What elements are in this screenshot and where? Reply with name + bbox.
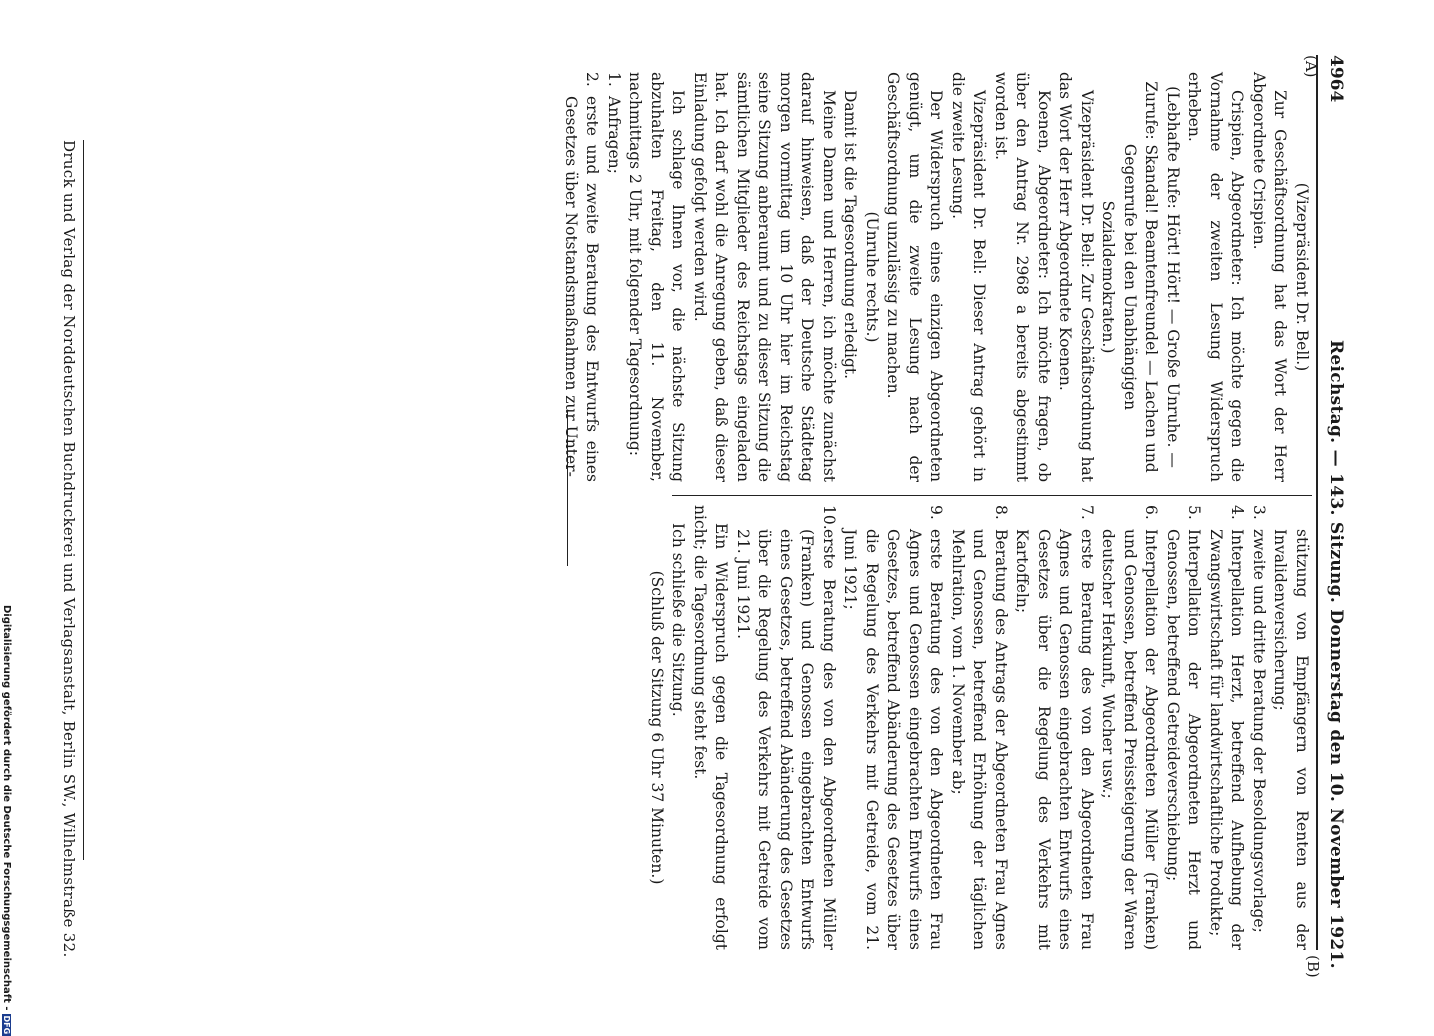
column-divider (672, 495, 1312, 496)
paragraph: Vizepräsident Dr. Bell: Dieser Antrag gehört in die zweite Lesung. (949, 72, 989, 482)
interjection: (Lebhafte Rufe: Hört! Hört! — Große Unruhe. — Zurufe: Skandal! Beamtenfreundel — Lachen und Gegenrufe bei den Unabhängigen Sozialdemokraten.) (1099, 81, 1182, 473)
list-item: 4. Interpellation Herzt, betreffend Aufhebung der Zwangswirtschaft für landwirtschaftliche Produkte; (1207, 505, 1247, 950)
header-rule (1316, 55, 1318, 950)
page-title: Reichstag. — 143. Sitzung. Donnerstag den 10. November 1921. (1326, 340, 1346, 969)
agenda-list (560, 72, 625, 482)
list-item: 6. Interpellation der Abgeordneten Müller (Franken) und Genossen, betreffend Preissteigerung der Waren deutscher Herkunft, Wucher usw.; (1099, 505, 1161, 950)
page-header (1322, 55, 1346, 969)
list-item: 9. erste Beratung des von den Abgeordneten Frau Agnes und Genossen eingebrachten Entwurfs eines Gesetzes, betreffend Abänderung des Gesetzes über die Regelung des Verkehrs mit Getreide, vom 21. Juni 1921; (841, 505, 946, 950)
dfg-logo: DFG (2, 1015, 11, 1035)
agenda-list (732, 505, 1270, 950)
list-item: 1. Anfragen; (605, 72, 623, 174)
interjection: (Unruhe rechts.) (863, 211, 881, 343)
list-item: 5. Interpellation der Abgeordneten Herzt und Genossen, betreffend Getreideverschiebung; (1164, 505, 1204, 950)
margin-marker-b: (B) (1304, 955, 1322, 978)
paragraph: Koenen, Abgeordneter: Ich möchte fragen, ob über den Antrag Nr. 2968 a bereits abgestimmt worden ist. (992, 72, 1053, 482)
digitization-text: Digitalisierung gefördert durch die Deutsche Forschungsgemeinschaft - (1, 605, 12, 1011)
page-number: 4964 (1326, 55, 1346, 103)
paragraph: Ich schließe die Sitzung. (669, 523, 688, 717)
list-item: 3. zweite und dritte Beratung der Besoldungsvorlage; (1250, 505, 1268, 933)
speaker-note: (Vizepräsident Dr. Bell.) (1293, 182, 1311, 372)
footer-rule (83, 140, 84, 860)
paragraph: Der Widerspruch eines einzigen Abgeordneten genügt, um die zweite Lesung nach der Geschäftsordnung unzulässig zu machen. (884, 72, 946, 482)
paragraph: Damit ist die Tagesordnung erledigt. (841, 90, 860, 380)
left-column (560, 72, 1313, 482)
paragraph: Crispien, Abgeordneter: Ich möchte gegen die Vornahme der zweiten Lesung Widerspruch erheben. (1185, 72, 1247, 482)
list-continuation: stützung von Empfängern von Renten aus der Invalidenversicherung; (1271, 529, 1311, 950)
right-column (646, 505, 1313, 950)
list-item: 10. erste Beratung des von den Abgeordneten Müller (Franken) und Genossen eingebrachten Entwurfs eines Gesetzes, betreffend Abänderung des Gesetzes über die Regelung des Verkehrs mit Getreide vom 21. Juni 1921. (734, 505, 838, 950)
paragraph: Meine Damen und Herren, ich möchte zunächst darauf hinweisen, daß der Deutsche Städtetag morgen vormittag um 10 Uhr hier im Reichstag seine Sitzung anberaumt und zu dieser Sitzung die sämtlichen Mitglieder des Reichstags eingeladen hat. Ich darf wohl die Anregung geben, daß dieser Einladung gefolgt werden wird. (691, 72, 838, 482)
paragraph: Vizepräsident Dr. Bell: Zur Geschäftsordnung hat das Wort der Herr Abgeordnete Koenen. (1056, 72, 1096, 482)
end-rule (567, 410, 568, 566)
margin-marker-a: (A) (1302, 55, 1320, 78)
paragraph: Ein Widerspruch gegen die Tagesordnung erfolgt nicht; die Tagesordnung steht fest. (691, 505, 731, 950)
list-item: 2. erste und zweite Beratung des Entwurfs eines Gesetzes über Notstandsmaßnahmen zur Unter- (562, 72, 602, 482)
paragraph: Zur Geschäftsordnung hat das Wort der Herr Abgeordnete Crispien. (1250, 72, 1290, 482)
closing-note: (Schluß der Sitzung 6 Uhr 37 Minuten.) (648, 570, 666, 885)
paragraph: Ich schlage Ihnen vor, die nächste Sitzung abzuhalten Freitag, den 11. November, nachmittags 2 Uhr, mit folgender Tagesordnung: (626, 72, 688, 482)
digitization-note (1, 605, 12, 1036)
imprint: Druck und Verlag der Norddeutschen Buchdruckerei und Verlagsanstalt, Berlin SW., Wilhelmstraße 32. (60, 140, 78, 958)
list-item: 8. Beratung des Antrags der Abgeordneten Frau Agnes und Genossen, betreffend Erhöhung der täglichen Mehlration, vom 1. November ab; (949, 505, 1010, 950)
list-item: 7. erste Beratung des von den Abgeordneten Frau Agnes und Genossen eingebrachten Entwurfs eines Gesetzes über die Regelung des Verkehrs mit Kartoffeln; (1013, 505, 1096, 950)
